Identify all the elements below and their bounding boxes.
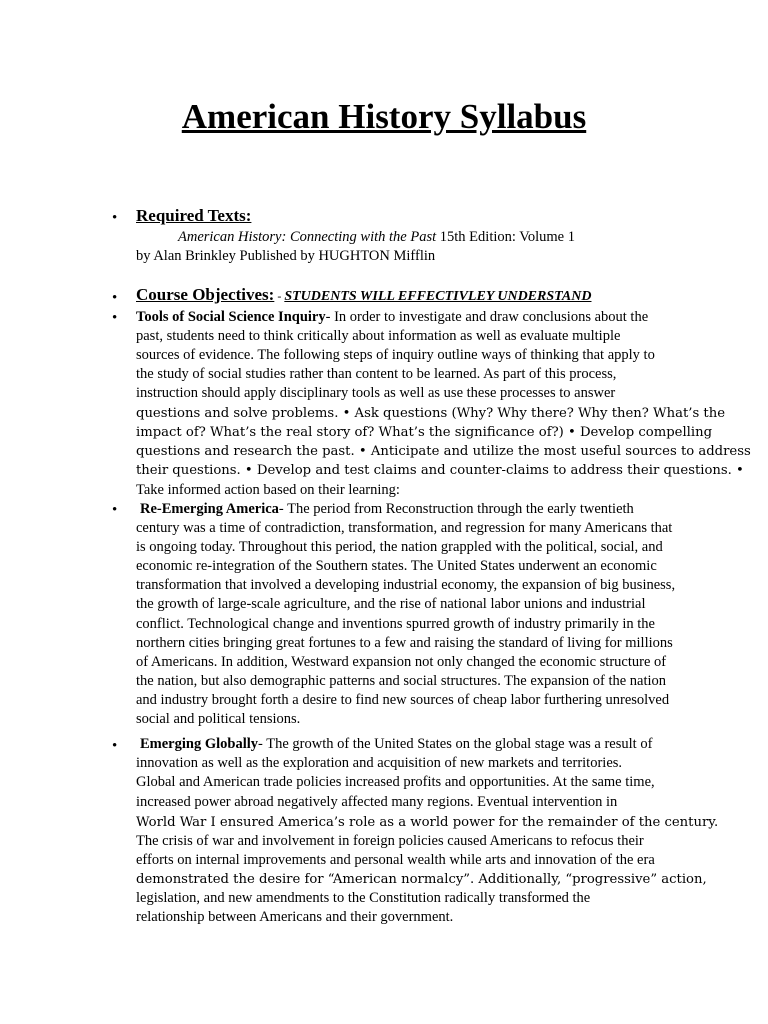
globally-line-5: The crisis of war and involvement in foreign policies caused Americans to refocus their: [136, 833, 644, 849]
tools-line-2: sources of evidence. The following steps of inquiry outline ways of thinking that apply to: [136, 347, 655, 363]
tools-text: - In order to investigate and draw conclusions about the: [325, 309, 649, 325]
globally-heading: Emerging Globally: [140, 736, 259, 752]
tools-line-3: the study of social studies rather than content to be learned. As part of this process,: [136, 366, 617, 382]
tools-heading: Tools of Social Science Inquiry: [136, 309, 326, 325]
required-text-author: by Alan Brinkley Published by HUGHTON Mifflin: [136, 248, 436, 264]
tools-line-9: Take informed action based on their learning:: [136, 482, 400, 498]
required-text-book: [178, 228, 575, 247]
re-emerging-heading: Re-Emerging America: [140, 501, 279, 517]
globally-line-6: efforts on internal improvements and personal wealth while arts and innovation of the era: [136, 852, 655, 868]
tools-line-7: questions and research the past. • Anticipate and utilize the most useful sources to address: [136, 444, 751, 459]
bullet-tools-inquiry: •: [112, 310, 118, 326]
course-objectives-line: [136, 285, 591, 306]
globally-line-7: demonstrated the desire for “American normalcy”. Additionally, “progressive” action,: [136, 872, 707, 887]
tools-line-5: questions and solve problems. • Ask questions (Why? Why there? Why then? What’s the: [136, 406, 726, 421]
globally-line-3: increased power abroad negatively affected many regions. Eventual intervention in: [136, 794, 618, 810]
required-texts-heading: Required Texts:: [136, 206, 252, 225]
globally-line-1: innovation as well as the exploration and acquisition of new markets and territories.: [136, 755, 623, 771]
course-objectives-dash: -: [274, 289, 285, 303]
tools-line-1: past, students need to think critically about information as well as evaluate multiple: [136, 328, 621, 344]
book-title: American History: Connecting with the Past: [178, 229, 437, 245]
course-objectives-heading: Course Objectives:: [136, 285, 275, 304]
course-objectives-subheading: STUDENTS WILL EFFECTIVLEY UNDERSTAND: [284, 289, 592, 304]
globally-line-2: Global and American trade policies increased profits and opportunities. At the same time,: [136, 774, 655, 790]
page-title: American History Syllabus: [181, 97, 587, 136]
globally-line-4: World War I ensured America’s role as a world power for the remainder of the century.: [136, 815, 719, 830]
tools-line-0: [136, 308, 648, 327]
globally-text: - The growth of the United States on the global stage was a result of: [258, 736, 653, 752]
re-emerging-text: - The period from Reconstruction through the early twentieth century was a time of contradiction, transformation, and regression for many Americans that is ongoing today. Throughout this period, the nation grappled with the political, social, and economic re-integration of the Southern states. The United States underwent an economic transformation that involved a developing industrial economy, the expansion of big business, the growth of large-scale agriculture, and the rise of national labor unions and industrial conflict. Technological change and inventions spurred growth of industry primarily in the northern cities bringing great fortunes to a few and raising the standard of living for millions of Americans. In addition, Westward expansion not only changed the economic structure of the nation, but also demographic patterns and social structures. The expansion of the nation and industry brought forth a desire to find new sources of cheap labor furthering unresolved social and political tensions.: [136, 501, 676, 728]
globally-line-8: legislation, and new amendments to the Constitution radically transformed the: [136, 890, 591, 906]
bullet-emerging-globally: •: [112, 738, 118, 754]
re-emerging-paragraph: [136, 500, 676, 729]
bullet-required-texts: •: [112, 210, 118, 226]
bullet-re-emerging: •: [112, 502, 118, 518]
globally-line-9: relationship between Americans and their government.: [136, 909, 454, 925]
bullet-course-objectives: •: [112, 290, 118, 306]
tools-line-8: their questions. • Develop and test claims and counter-claims to address their questions. •: [136, 463, 744, 478]
tools-line-4: instruction should apply disciplinary tools as well as use these processes to answer: [136, 385, 616, 401]
book-edition: 15th Edition: Volume 1: [436, 229, 575, 245]
tools-line-6: impact of? What’s the real story of? What’s the significance of?) • Develop compelling: [136, 425, 713, 440]
globally-line-0: [140, 735, 652, 754]
